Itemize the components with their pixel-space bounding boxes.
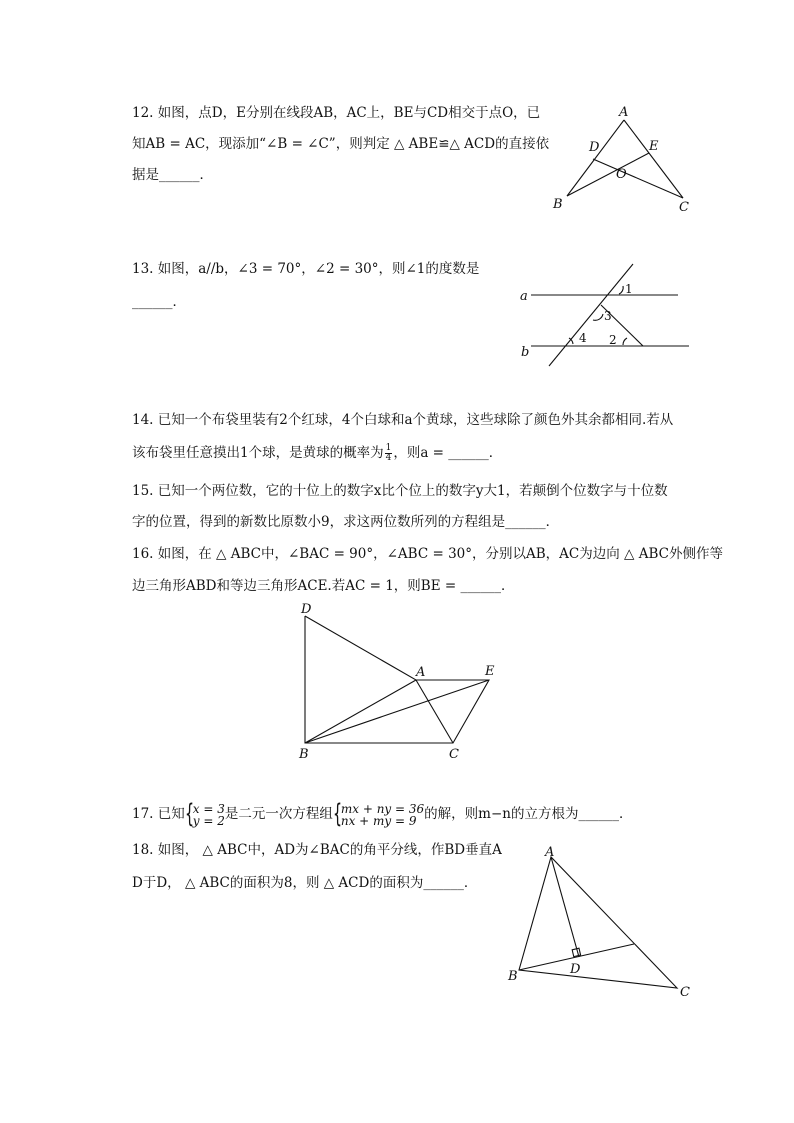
q14-line2-post: ，则a = ______． [393, 445, 503, 461]
q14-line2 [132, 443, 502, 463]
q12-line2: 知AB = AC，现添加“∠B = ∠C”，则判定 △ ABE≌△ ACD的直接依 [132, 136, 550, 152]
q13-angle-1: 1 [625, 282, 633, 296]
q12-label-b: B [553, 197, 563, 212]
q14-frac-num: 1 [385, 443, 392, 453]
q12-label-o: O [616, 167, 627, 182]
q18-label-a: A [545, 845, 555, 860]
segment-ab [567, 120, 624, 196]
q12-line1: 12. 如图，点D，E分别在线段AB，AC上，BE与CD相交于点O，已 [132, 105, 541, 121]
q17-line [132, 800, 632, 828]
q16-line1: 16. 如图，在 △ ABC中，∠BAC = 90°，∠ABC = 30°，分别以AB，AC为边向 △ ABC外侧作等 [132, 546, 723, 562]
q13-label-b: b [521, 345, 530, 360]
q17-sys1-b: y = 2 [192, 813, 225, 828]
q17-given-system [185, 803, 225, 827]
q18-label-c: C [680, 985, 690, 1000]
segment-be [567, 153, 649, 196]
angle-3-arc [593, 314, 603, 320]
q17-sys2-b: nx + my = 9 [340, 813, 417, 828]
q12-figure [545, 100, 705, 220]
q13-angle-2: 2 [609, 333, 617, 347]
angle-2-arc [623, 338, 627, 345]
q14-fraction [385, 444, 393, 463]
q13-angle-4: 4 [579, 331, 587, 345]
q16-label-e: E [485, 664, 495, 679]
segment-ba [305, 680, 416, 743]
q16-label-a: A [416, 665, 426, 680]
outline-d-b-c-e-a-d [305, 616, 489, 743]
q12-label-a: A [619, 105, 629, 120]
q12-label-e: E [649, 139, 659, 154]
q14-line1: 14. 已知一个布袋里装有2个红球，4个白球和a个黄球，这些球除了颜色外其余都相同.若从 [132, 412, 674, 428]
angle-1-arc [619, 286, 623, 294]
q18-line2: D于D， △ ABC的面积为8，则 △ ACD的面积为______． [132, 875, 478, 891]
q13-figure [515, 258, 695, 373]
q17-mid: 是二元一次方程组 [224, 806, 333, 822]
q17-equation-system [333, 803, 424, 827]
q17-sys1-a: { x = 3 [192, 801, 225, 816]
q15-line2: 字的位置，得到的新数比原数小9，求这两位数所列的方程组是______． [132, 514, 560, 530]
q17-sys2-a: { mx + ny = 36 [340, 801, 425, 816]
q18-label-b: B [508, 969, 518, 984]
q12-label-c: C [679, 200, 689, 215]
q15-line1: 15. 已知一个两位数，它的十位上的数字x比个位上的数字y大1，若颠倒个位数字与十位数 [132, 483, 668, 499]
q12-line3: 据是______． [132, 167, 213, 183]
q16-label-b: B [299, 747, 309, 762]
q18-line1: 18. 如图， △ ABC中，AD为∠BAC的角平分线，作BD垂直A [132, 842, 502, 858]
q13-line1: 13. 如图，a//b，∠3 = 70°，∠2 = 30°，则∠1的度数是 [132, 261, 480, 277]
segment-ac [416, 680, 453, 743]
q14-frac-den: 4 [385, 453, 392, 463]
q14-line2-pre: 该布袋里任意摸出1个球，是黄球的概率为 [132, 445, 384, 461]
q16-label-d: D [301, 602, 312, 617]
transversal [549, 264, 633, 366]
q16-label-c: C [449, 747, 459, 762]
segment-be [305, 680, 489, 743]
q17-pre: 17. 已知 [132, 806, 185, 822]
segment-dc [593, 159, 683, 198]
q17-post: 的解，则m−n的立方根为______． [424, 806, 633, 822]
q13-angle-3: 3 [604, 309, 612, 323]
q18-label-d: D [570, 962, 581, 977]
q18-figure [500, 840, 700, 1005]
triangle-abc [519, 857, 677, 988]
q13-label-a: a [520, 289, 528, 304]
q13-line2: ______． [132, 294, 186, 310]
segment-ac [624, 120, 683, 198]
q12-label-d: D [589, 140, 600, 155]
q16-line2: 边三角形ABD和等边三角形ACE.若AC = 1，则BE = ______． [132, 578, 515, 594]
q16-figure [295, 600, 510, 765]
